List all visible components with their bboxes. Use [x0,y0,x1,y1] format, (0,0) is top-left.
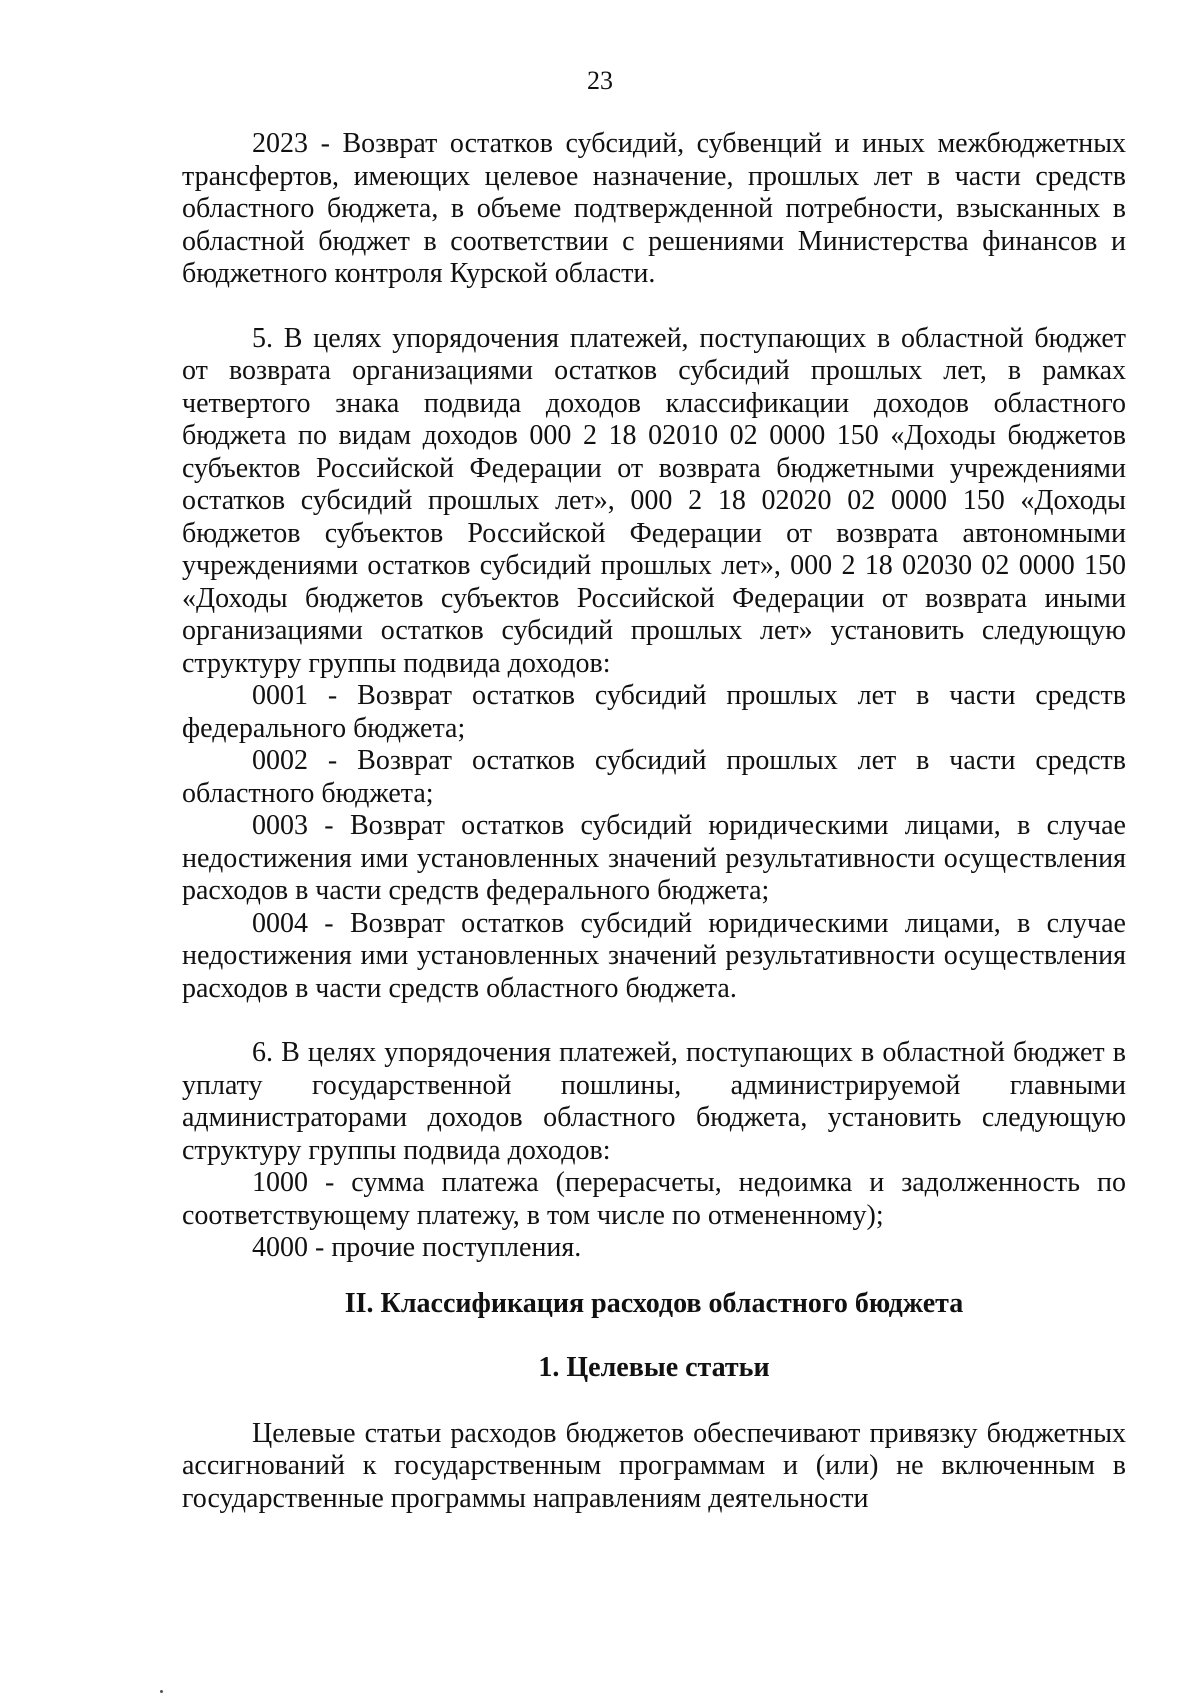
paragraph-code-0004: 0004 - Возврат остатков субсидий юридическими лицами, в случае недостижения ими установленных значений результативности осуществления расходов в части средств областного бюджета. [182,907,1126,1004]
paragraph-code-4000: 4000 - прочие поступления. [252,1232,582,1263]
scan-speck [160,1690,163,1693]
section-heading: II. Классификация расходов областного бюджета [344,1287,964,1319]
paragraph-gap [182,291,1126,323]
document-body [182,128,1126,1515]
paragraph-item-5: 5. В целях упорядочения платежей, поступающих в областной бюджет от возврата организациями остатков субсидий прошлых лет, в рамках четвертого знака подвида доходов классификации доходов областного бюджета по видам доходов 000 2 18 02010 02 0000 150 «Доходы бюджетов субъектов Российской Федерации от возврата бюджетными учреждениями остатков субсидий прошлых лет», 000 2 18 02020 02 0000 150 «Доходы бюджетов субъектов Российской Федерации от возврата автономными учреждениями остатков субсидий прошлых лет», 000 2 18 02030 02 0000 150 «Доходы бюджетов субъектов Российской Федерации от возврата иными организациями остатков субсидий прошлых лет» установить следующую структуру группы подвида доходов: [182,322,1126,679]
paragraph-code-0001: 0001 - Возврат остатков субсидий прошлых лет в части средств федерального бюджета; [182,680,1126,744]
subsection-heading: 1. Целевые статьи [538,1351,770,1383]
page-number: 23 [587,66,613,95]
paragraph-code-0002: 0002 - Возврат остатков субсидий прошлых лет в части средств областного бюджета; [182,745,1126,809]
paragraph-code-0003: 0003 - Возврат остатков субсидий юридическими лицами, в случае недостижения ими установленных значений результативности осуществления расходов в части средств федерального бюджета; [182,810,1126,906]
paragraph-target-articles: Целевые статьи расходов бюджетов обеспечивают привязку бюджетных ассигнований к государственным программам и (или) не включенным в государственные программы направлениям деятельности [182,1417,1126,1514]
paragraph-code-1000: 1000 - сумма платежа (перерасчеты, недоимка и задолженность по соответствующему платежу, в том числе по отмененному); [182,1167,1126,1231]
paragraph-item-6: 6. В целях упорядочения платежей, поступающих в областной бюджет в уплату государственной пошлины, администрируемой главными администраторами доходов областного бюджета, установить следующую структуру группы подвида доходов: [182,1037,1126,1166]
paragraph-gap [182,1005,1126,1037]
paragraph-2023: 2023 - Возврат остатков субсидий, субвенций и иных межбюджетных трансфертов, имеющих целевое назначение, прошлых лет в части средств областного бюджета, в объеме подтвержденной потребности, взысканных в областной бюджет в соответствии с решениями Министерства финансов и бюджетного контроля Курской области. [182,128,1126,289]
